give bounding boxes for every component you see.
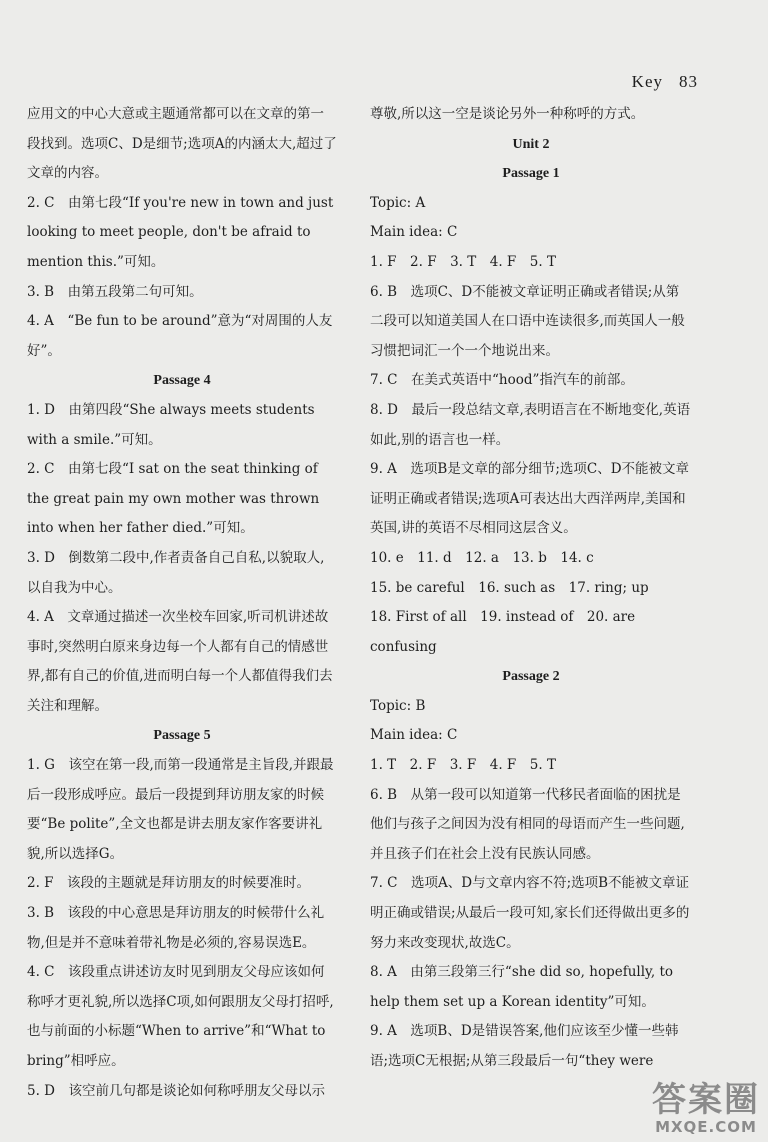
answer-item: 9. A 选项B是文章的部分细节;选项C、D不能被文章证明正确或者错误;选项A可表达出大西洋两岸,美国和英国,讲的英语不尽相同这层含义。 [370, 461, 690, 537]
right-column [370, 100, 692, 1077]
section-heading: Passage 4 [153, 373, 211, 389]
header-label: Key [631, 72, 663, 91]
answer-item: 15. be careful 16. such as 17. ring; up [370, 579, 649, 596]
section-heading: Passage 1 [502, 166, 560, 182]
answer-item: 1. G 该空在第一段,而第一段通常是主旨段,并跟最后一段形成呼应。最后一段提到拜访朋友家的时候要“Be polite”,全文也都是讲去朋友家作客要讲礼貌,所以选择G。 [27, 757, 334, 862]
main-idea-line: Main idea: C [370, 224, 458, 241]
answer-item: 8. A 由第三段第三行“she did so, hopefully, to help them set up a Korean identity”可知。 [370, 964, 674, 1010]
answer-item: 4. C 该段重点讲述访友时见到朋友父母应该如何称呼才更礼貌,所以选择C项,如何跟朋友父母打招呼,也与前面的小标题“When to arrive”和“What to bring”相呼应。 [27, 964, 334, 1069]
answer-item: 7. C 选项A、D与文章内容不符;选项B不能被文章证明正确或错误;从最后一段可知,家长们还得做出更多的努力来改变现状,故选C。 [370, 875, 690, 951]
answer-item: 18. First of all 19. instead of 20. are confusing [370, 609, 636, 655]
answer-item: 3. B 该段的中心意思是拜访朋友的时候带什么礼物,但是并不意味着带礼物是必须的,容易误选E。 [27, 905, 325, 951]
answer-item: 1. T 2. F 3. F 4. F 5. T [370, 757, 556, 774]
answer-item: 10. e 11. d 12. a 13. b 14. c [370, 549, 594, 566]
section-heading: Passage 2 [502, 669, 560, 685]
answer-item: 4. A “Be fun to be around”意为“对周围的人友好”。 [27, 313, 333, 359]
watermark-logo [652, 1082, 760, 1136]
topic-line: Topic: B [370, 697, 426, 714]
answer-item: 3. D 倒数第二段中,作者责备自己自私,以貌取人,以自我为中心。 [27, 549, 325, 596]
answer-item: 9. A 选项B、D是错误答案,他们应该至少懂一些韩语;选项C无根据;从第三段最后一句“they were [370, 1023, 679, 1069]
answer-item: 7. C 在美式英语中“hood”指汽车的前部。 [370, 372, 634, 389]
watermark-url: MXQE.COM [655, 1118, 757, 1136]
answer-item: 1. D 由第四段“She always meets students with a smile.”可知。 [27, 401, 315, 448]
page-number: 83 [679, 72, 698, 91]
answer-item: 2. F 该段的主题就是拜访朋友的时候要准时。 [27, 875, 311, 892]
answer-item: 2. C 由第七段“If you're new in town and just looking to meet people, don't be afraid to mention this.”可知。 [27, 194, 334, 270]
watermark-title: 答案圈 [652, 1080, 760, 1120]
section-heading: Passage 5 [153, 728, 211, 744]
answer-item: 4. A 文章通过描述一次坐校车回家,听司机讲述故事时,突然明白原来身边每一个人都有自己的情感世界,都有自己的价值,进而明白每一个人都值得我们去关注和理解。 [27, 609, 333, 714]
answer-item: 6. B 选项C、D不能被文章证明正确或者错误;从第二段可以知道美国人在口语中连读很多,而英国人一般习惯把词汇一个一个地说出来。 [370, 283, 685, 359]
answer-item: 5. D 该空前几句都是谈论如何称呼朋友父母以示 [27, 1082, 325, 1099]
answer-text: 应用文的中心大意或主题通常都可以在文章的第一段找到。选项C、D是细节;选项A的内涵太大,超过了文章的内容。 [27, 106, 337, 182]
answer-item: 8. D 最后一段总结文章,表明语言在不断地变化,英语如此,别的语言也一样。 [370, 401, 691, 448]
answer-item: 2. C 由第七段“I sat on the seat thinking of the great pain my own mother was thrown into when her father died.”可知。 [27, 461, 320, 537]
answer-text: 尊敬,所以这一空是谈论另外一种称呼的方式。 [370, 106, 645, 122]
main-idea-line: Main idea: C [370, 727, 458, 744]
unit-heading: Unit 2 [512, 136, 550, 152]
answer-item: 3. B 由第五段第二句可知。 [27, 283, 203, 300]
page-header [632, 72, 698, 92]
answer-item: 6. B 从第一段可以知道第一代移民者面临的困扰是他们与孩子之间因为没有相同的母语而产生一些问题,并且孩子们在社会上没有民族认同感。 [370, 786, 685, 862]
left-column [27, 100, 337, 1106]
topic-line: Topic: A [370, 194, 426, 211]
answer-item: 1. F 2. F 3. T 4. F 5. T [370, 253, 556, 270]
